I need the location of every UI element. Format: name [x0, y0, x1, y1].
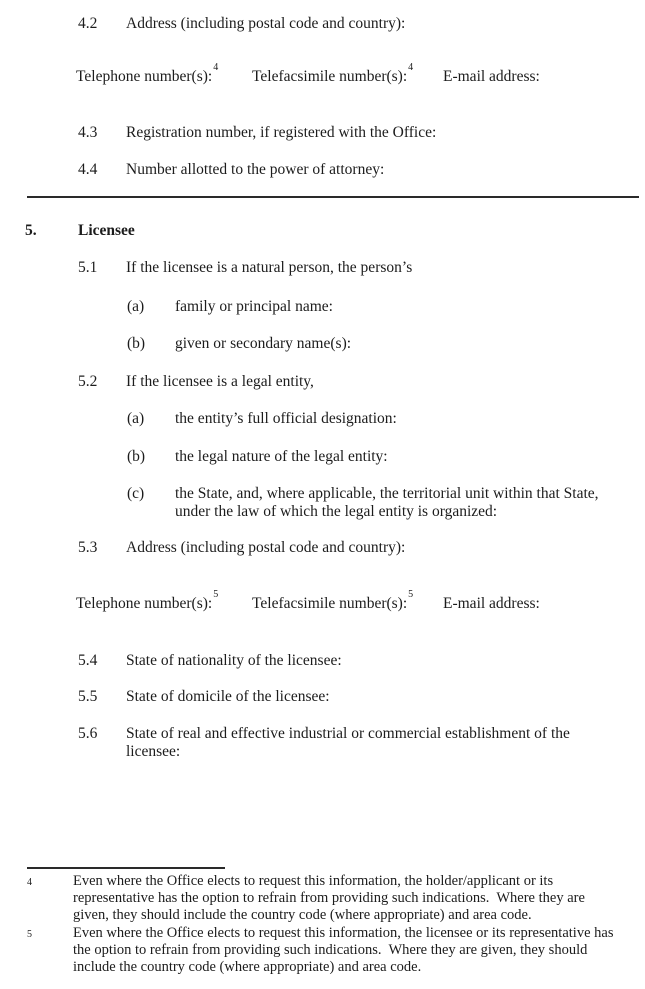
section-divider: [27, 196, 639, 198]
item-5-1-number: 5.1: [78, 259, 98, 276]
item-5-2-c-label: the State, and, where applicable, the territorial unit within that State, under the law of which the legal entity is organized:: [175, 485, 599, 520]
item-4-4-label: Number allotted to the power of attorney:: [126, 161, 385, 178]
footnote-ref-4: 4: [408, 61, 414, 73]
item-5-5-label: State of domicile of the licensee:: [126, 688, 330, 705]
item-5-3: [78, 539, 620, 556]
telephone-label: Telephone number(s):$^4$: [76, 61, 219, 85]
item-5-5: [78, 688, 620, 705]
footnote-5: [25, 925, 620, 976]
item-5-1-b: [127, 335, 620, 352]
footnote-4: [25, 873, 620, 924]
item-4-3-number: 4.3: [78, 124, 98, 141]
footnote-5-text: Even where the Office elects to request this information, the licensee or its representative has the option to refrain from providing such indications. Where they are given, they should include the country code (where appropriate) and area code.: [73, 925, 618, 975]
footnote-4-text: Even where the Office elects to request this information, the holder/applicant or its representative has the option to refrain from providing such indications. Where they are given, they should include the country code (where appropriate) and area code.: [73, 873, 589, 923]
item-5-4-number: 5.4: [78, 652, 98, 669]
item-5-4: [78, 652, 620, 669]
item-4-2: [78, 15, 620, 32]
item-5-1-label: If the licensee is a natural person, the person’s: [126, 259, 413, 276]
item-4-3-label: Registration number, if registered with the Office:: [126, 124, 437, 141]
item-5-2-b-letter: (b): [127, 448, 146, 465]
item-5-2-b: [127, 448, 620, 465]
item-5-2: [78, 373, 620, 390]
item-5-1-a-label: family or principal name:: [175, 298, 333, 315]
item-4-4: [78, 161, 620, 178]
section-5-heading: [25, 222, 620, 239]
item-5-2-c-letter: (c): [127, 485, 145, 502]
footnote-ref-5: 5: [213, 588, 219, 600]
telefacsimile-label: Telefacsimile number(s):$^4$: [252, 61, 414, 85]
footnote-ref-4: 4: [213, 61, 219, 73]
item-5-6: [78, 725, 620, 761]
item-4-2-label: Address (including postal code and country):: [126, 15, 406, 32]
footnote-ref-5: 5: [408, 588, 414, 600]
section-5-number: 5.: [25, 222, 37, 239]
item-4-2-number: 4.2: [78, 15, 98, 32]
section-5-title: Licensee: [78, 222, 135, 239]
item-4-4-number: 4.4: [78, 161, 98, 178]
item-5-6-label: State of real and effective industrial or commercial establishment of the licensee:: [126, 725, 570, 760]
footnote-separator: [27, 867, 225, 869]
item-5-1-b-label: given or secondary name(s):: [175, 335, 352, 352]
item-5-1-b-letter: (b): [127, 335, 146, 352]
item-5-2-a: [127, 410, 620, 427]
contact-row-licensee: [76, 588, 620, 612]
item-5-2-c: [127, 485, 620, 521]
item-5-2-label: If the licensee is a legal entity,: [126, 373, 314, 390]
item-5-4-label: State of nationality of the licensee:: [126, 652, 342, 669]
item-5-3-label: Address (including postal code and country):: [126, 539, 406, 556]
item-5-1-a: [127, 298, 620, 315]
item-5-3-number: 5.3: [78, 539, 98, 556]
item-5-1: [78, 259, 620, 276]
footnote-5-number: 5: [27, 929, 32, 940]
item-4-3: [78, 124, 620, 141]
item-5-6-number: 5.6: [78, 725, 98, 742]
item-5-5-number: 5.5: [78, 688, 98, 705]
item-5-2-b-label: the legal nature of the legal entity:: [175, 448, 388, 465]
item-5-2-a-letter: (a): [127, 410, 145, 427]
contact-row-holder: [76, 61, 620, 85]
telefacsimile-label: Telefacsimile number(s):$^5$: [252, 588, 414, 612]
telephone-label: Telephone number(s):$^5$: [76, 588, 219, 612]
item-5-2-a-label: the entity’s full official designation:: [175, 410, 397, 427]
item-5-1-a-letter: (a): [127, 298, 145, 315]
email-label: E-mail address:: [443, 595, 540, 612]
email-label: E-mail address:: [443, 68, 540, 85]
item-5-2-number: 5.2: [78, 373, 98, 390]
footnote-4-number: 4: [27, 877, 32, 888]
